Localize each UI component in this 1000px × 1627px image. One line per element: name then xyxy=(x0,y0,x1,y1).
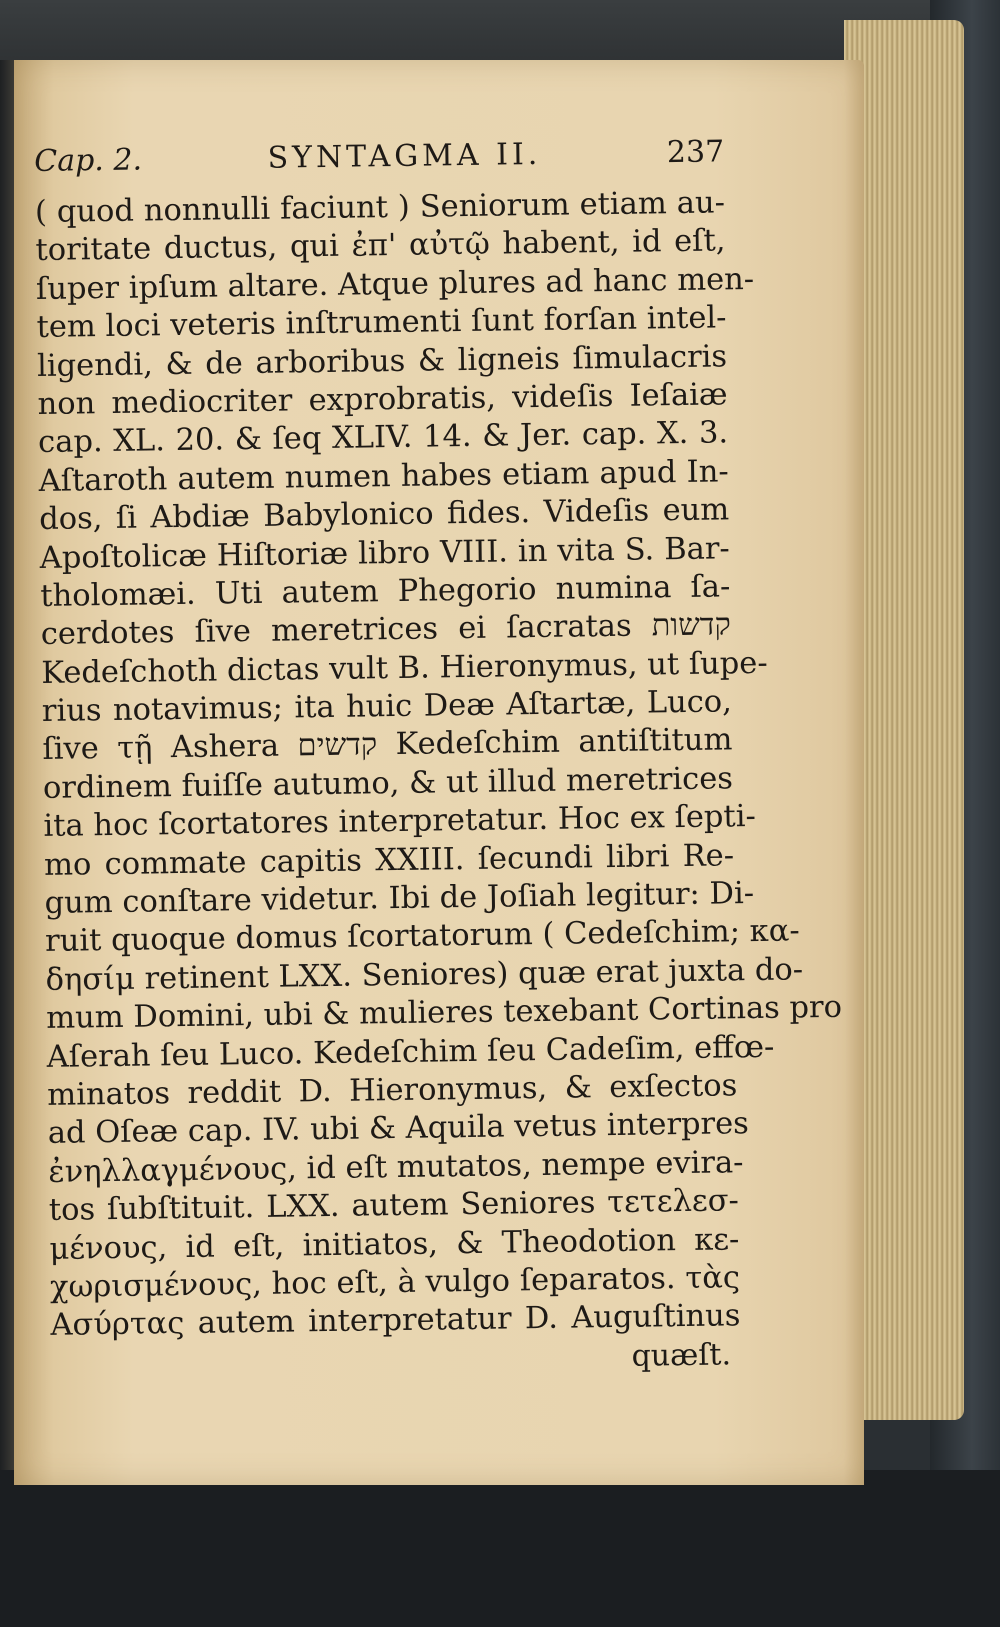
text-line: tholomæi. Uti autem Phegorio numina ſa- xyxy=(40,569,731,614)
text-line: rius notavimus; ita huic Deæ Aſtartæ, Luco, xyxy=(41,684,733,730)
text-line: mum Domini, ubi & mulieres texebant Cortinas pro xyxy=(45,990,843,1037)
text-line: ſive τῇ Ashera קדשים Kedeſchim antiſtitum xyxy=(42,722,733,768)
page-number: 237 xyxy=(666,134,725,171)
text-line: ruit quoque domus ſcortatorum ( Cedeſchim; κα- xyxy=(44,913,800,960)
book-gutter xyxy=(0,60,14,1627)
text-line: tem loci veteris inſtrumenti ſunt forſan intel- xyxy=(36,300,727,346)
text-line: ad Oſeæ cap. IV. ubi & Aquila vetus interpres xyxy=(47,1106,750,1152)
text-line: gum conſtare videtur. Ibi de Joſiah legitur: Di- xyxy=(44,876,755,921)
text-line: ( quod nonnulli faciunt ) Seniorum etiam au- xyxy=(34,185,726,230)
text-line: Kedeſchoth dictas vult B. Hieronymus, ut ſupe- xyxy=(41,645,768,691)
text-line: Apoſtolicæ Hiſtoriæ libro VIII. in vita S. Bar- xyxy=(39,530,730,576)
text-line: ordinem fuiſſe autumo, & ut illud meretrices xyxy=(42,761,734,806)
text-line: μένους, id eſt, initiatos, & Theodotion κε- xyxy=(49,1221,740,1267)
text-line: Aſtaroth autem numen habes etiam apud In- xyxy=(38,454,729,499)
text-line: ita hoc ſcortatores interpretatur. Hoc ex ſepti- xyxy=(43,799,757,845)
chapter-label: Cap. 2. xyxy=(34,142,143,179)
text-line: ſuper ipſum altare. Atque plures ad hanc men- xyxy=(35,261,755,307)
text-line: minatos reddit D. Hieronymus, & exſectos xyxy=(47,1068,738,1113)
text-line: δησίμ retinent LXX. Seniores) quæ erat juxta do- xyxy=(45,952,804,998)
catchword: quæſt. xyxy=(631,1337,732,1374)
text-line: tos ſubſtituit. LXX. autem Seniores τετελεσ- xyxy=(48,1183,740,1229)
header-title: SYNTAGMA II. xyxy=(267,136,542,176)
text-line: mo commate capitis XXIII. ſecundi libri Re- xyxy=(43,837,735,883)
text-line: Aſerah ſeu Luco. Kedeſchim ſeu Cadeſim, effœ- xyxy=(46,1029,775,1075)
book-page xyxy=(14,60,864,1485)
text-line: Ασύρτας autem interpretatur D. Auguſtinus xyxy=(50,1298,741,1344)
text-line: cerdotes ſive meretrices ei ſacratas קדשות xyxy=(40,607,732,653)
text-line: ἐνηλλαγμένους, id eſt mutatos, nempe evira- xyxy=(48,1144,744,1190)
scanner-background-bottom xyxy=(0,1470,1000,1627)
text-line: cap. XL. 20. & ſeq XLIV. 14. & Jer. cap. X. 3. xyxy=(37,415,729,461)
text-line: χωρισμένους, hoc eſt, à vulgo ſeparatos. τὰς xyxy=(49,1260,741,1305)
text-line: dos, ſi Abdiæ Babylonico fides. Videſis eum xyxy=(39,492,730,538)
text-line: non mediocriter exprobratis, videſis Ieſaiæ xyxy=(37,377,728,422)
text-line: toritate ductus, qui ἐπ' αὐτῷ habent, id eſt, xyxy=(35,223,726,269)
page-text xyxy=(34,134,843,1383)
text-line: ligendi, & de arboribus & ligneis ſimulacris xyxy=(36,338,728,384)
body-text xyxy=(34,184,843,1345)
